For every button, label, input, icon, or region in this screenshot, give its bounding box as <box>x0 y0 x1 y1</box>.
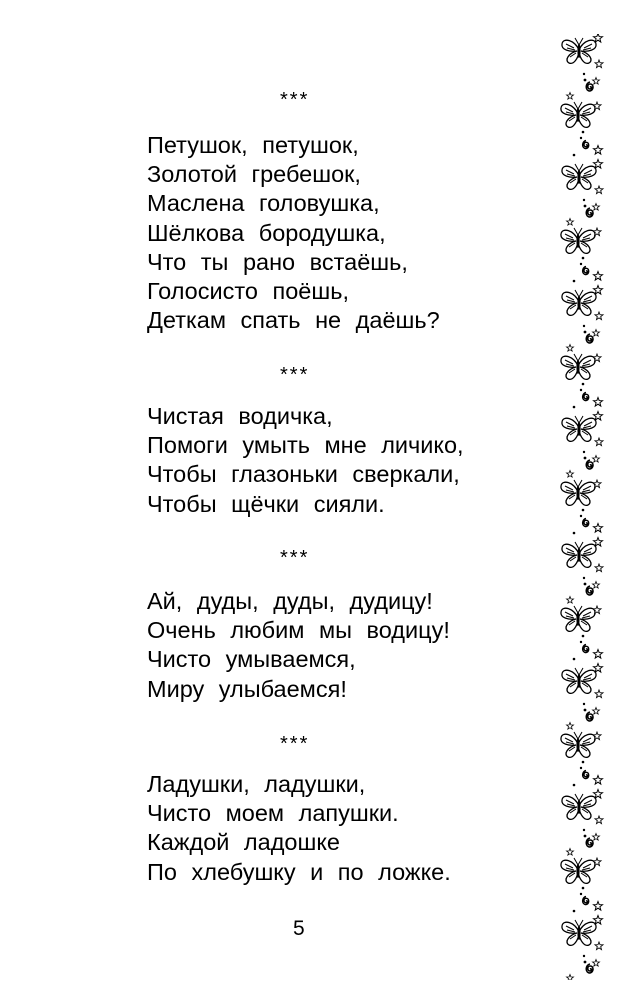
spiral-icon <box>586 334 593 343</box>
dot-icon <box>573 154 576 157</box>
spiral-icon <box>586 838 593 847</box>
star-icon <box>567 597 574 604</box>
dot-icon <box>584 835 587 838</box>
star-icon <box>567 93 574 100</box>
poem-line: Маслена головушка, <box>147 190 380 217</box>
star-icon <box>567 345 574 352</box>
dot-icon <box>583 73 585 75</box>
dot-icon <box>582 635 585 638</box>
poem-2 <box>147 402 527 519</box>
star-icon <box>593 582 600 589</box>
butterfly-icon <box>562 920 596 945</box>
star-icon <box>567 471 574 478</box>
poem-separator: *** <box>280 547 310 569</box>
star-icon <box>595 816 603 824</box>
spiral-icon <box>583 141 589 149</box>
dot-icon <box>580 515 582 517</box>
dot-icon <box>580 893 582 895</box>
poem-line: Чтобы щёчки сияли. <box>147 490 385 517</box>
dot-icon <box>583 829 585 831</box>
spiral-icon <box>583 897 589 905</box>
spiral-icon <box>583 519 589 527</box>
poem-line: Что ты рано встаёшь, <box>147 248 408 275</box>
dot-icon <box>573 658 576 661</box>
butterfly-icon <box>561 732 595 757</box>
spiral-icon <box>583 771 589 779</box>
poem-line: Каждой ладошке <box>147 829 340 856</box>
dot-icon <box>573 280 576 283</box>
dot-icon <box>580 389 582 391</box>
dot-icon <box>584 709 587 712</box>
star-icon <box>595 690 603 698</box>
poem-1 <box>147 131 527 335</box>
star-icon <box>594 902 603 911</box>
dot-icon <box>582 509 585 512</box>
star-icon <box>593 732 601 740</box>
decorative-border <box>554 34 614 980</box>
star-icon <box>593 330 600 337</box>
butterfly-icon <box>562 164 596 189</box>
dot-icon <box>573 532 576 535</box>
spiral-icon <box>583 393 589 401</box>
poem-line: Голосисто поёшь, <box>147 278 349 305</box>
dot-icon <box>580 137 582 139</box>
butterfly-icon <box>562 794 596 819</box>
star-icon <box>593 228 601 236</box>
star-icon <box>595 564 603 572</box>
dot-icon <box>584 583 587 586</box>
star-icon <box>593 78 600 85</box>
star-icon <box>595 438 603 446</box>
star-icon <box>567 723 574 730</box>
dot-icon <box>582 887 585 890</box>
star-icon <box>594 776 603 785</box>
poem-line: Чистая водичка, <box>147 403 333 429</box>
dot-icon <box>582 761 585 764</box>
star-icon <box>593 834 600 841</box>
star-icon <box>595 186 603 194</box>
spiral-icon <box>583 267 589 275</box>
star-icon <box>567 849 574 856</box>
dot-icon <box>573 910 576 913</box>
butterfly-icon <box>561 858 595 883</box>
butterfly-icon <box>561 102 595 127</box>
dot-icon <box>573 784 576 787</box>
dot-icon <box>582 383 585 386</box>
star-icon <box>595 942 603 950</box>
poem-line: Шёлкова бородушка, <box>147 219 386 246</box>
butterfly-icon <box>561 606 595 631</box>
poem-line: Чтобы глазоньки сверкали, <box>147 461 460 488</box>
star-icon <box>593 606 601 614</box>
poem-line: Ай, дуды, дуды, дудицу! <box>147 588 433 614</box>
star-icon <box>594 272 603 281</box>
star-icon <box>593 102 601 110</box>
star-icon <box>595 60 603 68</box>
dot-icon <box>580 767 582 769</box>
poem-line: По хлебушку и по ложке. <box>147 858 451 885</box>
star-icon <box>567 975 574 981</box>
butterfly-icon <box>561 354 595 379</box>
dot-icon <box>583 577 585 579</box>
spiral-icon <box>586 460 593 469</box>
spiral-icon <box>586 586 593 595</box>
spiral-icon <box>586 82 593 91</box>
dot-icon <box>583 955 585 957</box>
star-icon <box>593 960 600 967</box>
dot-icon <box>583 199 585 201</box>
star-icon <box>593 456 600 463</box>
butterfly-icon <box>561 228 595 253</box>
dot-icon <box>580 263 582 265</box>
dot-icon <box>584 457 587 460</box>
star-icon <box>593 204 600 211</box>
poem-line: Петушок, петушок, <box>147 132 359 158</box>
poem-line: Чисто моем лапушки. <box>147 800 399 827</box>
poem-line: Миру улыбаемся! <box>147 675 347 702</box>
poem-separator: *** <box>280 364 310 386</box>
dot-icon <box>583 325 585 327</box>
dot-icon <box>584 205 587 208</box>
butterfly-icon <box>562 38 596 63</box>
star-icon <box>594 524 603 533</box>
star-icon <box>567 219 574 226</box>
poem-line: Деткам спать не даёшь? <box>147 307 440 334</box>
dot-icon <box>573 406 576 409</box>
star-icon <box>595 312 603 320</box>
dot-icon <box>582 131 585 134</box>
butterfly-icon <box>561 480 595 505</box>
spiral-icon <box>586 712 593 721</box>
poem-separator: *** <box>280 89 310 111</box>
dot-icon <box>582 257 585 260</box>
poem-line: Золотой гребешок, <box>147 161 361 188</box>
dot-icon <box>584 331 587 334</box>
star-icon <box>593 480 601 488</box>
dot-icon <box>584 961 587 964</box>
butterfly-icon <box>562 290 596 315</box>
spiral-icon <box>586 208 593 217</box>
butterfly-icon <box>562 668 596 693</box>
star-icon <box>593 708 600 715</box>
poem-3 <box>147 587 527 704</box>
star-icon <box>593 354 601 362</box>
star-icon <box>594 146 603 155</box>
poem-line: Чисто умываемся, <box>147 646 356 673</box>
poem-line: Ладушки, ладушки, <box>147 771 366 797</box>
dot-icon <box>584 79 587 82</box>
star-icon <box>593 858 601 866</box>
poem-4 <box>147 770 527 887</box>
poem-line: Очень любим мы водицу! <box>147 617 450 644</box>
poem-separator: *** <box>280 733 310 755</box>
star-icon <box>594 650 603 659</box>
page-number: 5 <box>293 917 305 940</box>
dot-icon <box>583 451 585 453</box>
spiral-icon <box>586 964 593 973</box>
butterfly-icon <box>562 416 596 441</box>
dot-icon <box>583 703 585 705</box>
dot-icon <box>580 641 582 643</box>
butterfly-icon <box>562 542 596 567</box>
spiral-icon <box>583 645 589 653</box>
poem-line: Помоги умыть мне личико, <box>147 432 464 459</box>
star-icon <box>594 398 603 407</box>
